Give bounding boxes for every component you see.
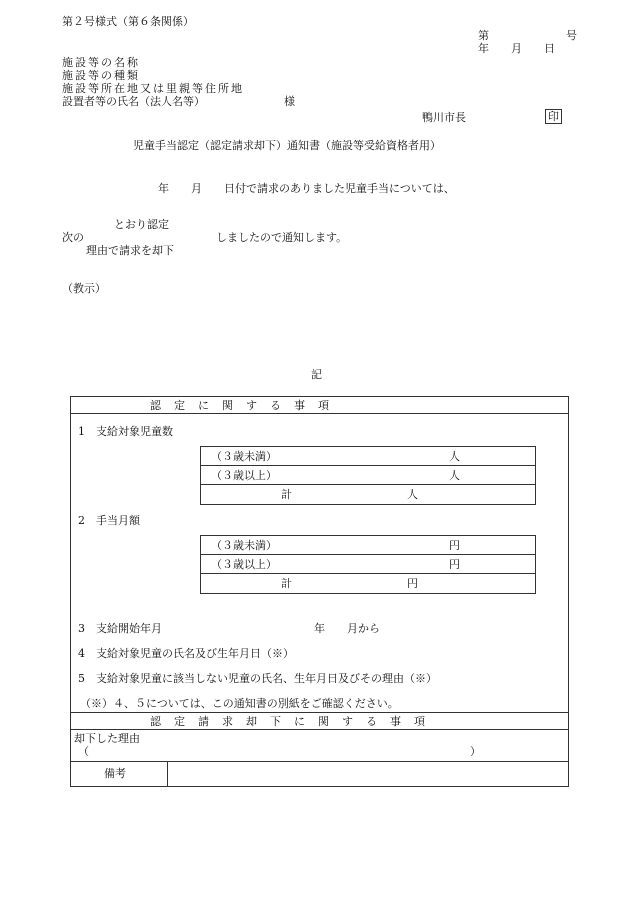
item-3-value: 年 月から: [314, 622, 380, 635]
amount-over3-label: （３歳以上）: [211, 558, 277, 571]
rejection-divider-top: [70, 712, 569, 713]
honorific: 様: [284, 95, 295, 108]
rejection-section-header: 認 定 請 求 却 下 に 関 す る 事 項: [150, 715, 426, 728]
body-suffix: しましたので通知します。: [216, 231, 348, 244]
document-title: 児童手当認定（認定請求却下）通知書（施設等受給資格者用）: [133, 139, 441, 152]
option-approve: とおり認定: [114, 218, 169, 231]
children-row-under3: [201, 447, 535, 466]
children-over3-unit: 人: [449, 469, 460, 482]
amount-row-over3: [201, 555, 535, 574]
amount-under3-label: （３歳未満）: [211, 539, 277, 552]
footnote: （※）４、５については、この通知書の別紙をご確認ください。: [80, 697, 399, 710]
amount-row-under3: [201, 536, 535, 555]
rejection-reason-open: （: [78, 745, 89, 758]
amount-total-label: 計: [281, 577, 292, 590]
approval-header-divider: [70, 413, 569, 414]
issuer-name: 鴨川市長: [422, 111, 466, 124]
monthly-amount-table: [200, 535, 536, 594]
amount-total-unit: 円: [407, 577, 418, 590]
record-label: 記: [311, 368, 322, 381]
document-number: 第 号: [478, 29, 577, 42]
body-intro: 年 月 日付で請求のありました児童手当については、: [158, 182, 455, 195]
remarks-column-divider: [167, 761, 168, 787]
children-over3-label: （３歳以上）: [211, 469, 277, 482]
rejection-reason-label: 却下した理由: [74, 732, 140, 745]
seal-mark: 印: [545, 109, 562, 124]
item-3-start-month: 3 支給開始年月: [78, 622, 162, 635]
amount-under3-unit: 円: [449, 539, 460, 552]
facility-name-label: 施設等の名称: [62, 56, 140, 69]
option-reject: 理由で請求を却下: [86, 244, 174, 257]
body-prefix: 次の: [62, 231, 84, 244]
children-total-label: 計: [281, 488, 292, 501]
item-1-children-count: 1 支給対象児童数: [78, 425, 173, 438]
children-under3-label: （３歳未満）: [211, 450, 277, 463]
amount-row-total: [201, 574, 535, 593]
children-total-unit: 人: [407, 488, 418, 501]
founder-name-label: 設置者等の氏名（法人名等）: [62, 95, 205, 108]
item-2-monthly-amount: 2 手当月額: [78, 514, 140, 527]
item-5-non-eligible-children: 5 支給対象児童に該当しない児童の氏名、生年月日及びその理由（※）: [78, 672, 437, 685]
document-date: 年 月 日: [478, 42, 555, 55]
children-row-total: [201, 485, 535, 504]
facility-address-label: 施設等所在地又は里親等住所地: [62, 82, 244, 95]
instruction-label: （教示）: [62, 282, 106, 295]
amount-over3-unit: 円: [449, 558, 460, 571]
children-count-table: [200, 446, 536, 505]
facility-type-label: 施設等の種類: [62, 69, 140, 82]
item-4-child-names: 4 支給対象児童の氏名及び生年月日（※）: [78, 647, 294, 660]
form-number: 第２号様式（第６条関係）: [62, 15, 194, 28]
rejection-reason-close: ）: [470, 745, 481, 758]
remarks-label: 備考: [104, 767, 126, 780]
remarks-divider: [70, 761, 569, 762]
children-row-over3: [201, 466, 535, 485]
approval-section-header: 認 定 に 関 す る 事 項: [150, 399, 330, 412]
children-under3-unit: 人: [449, 450, 460, 463]
rejection-header-divider: [70, 729, 569, 730]
